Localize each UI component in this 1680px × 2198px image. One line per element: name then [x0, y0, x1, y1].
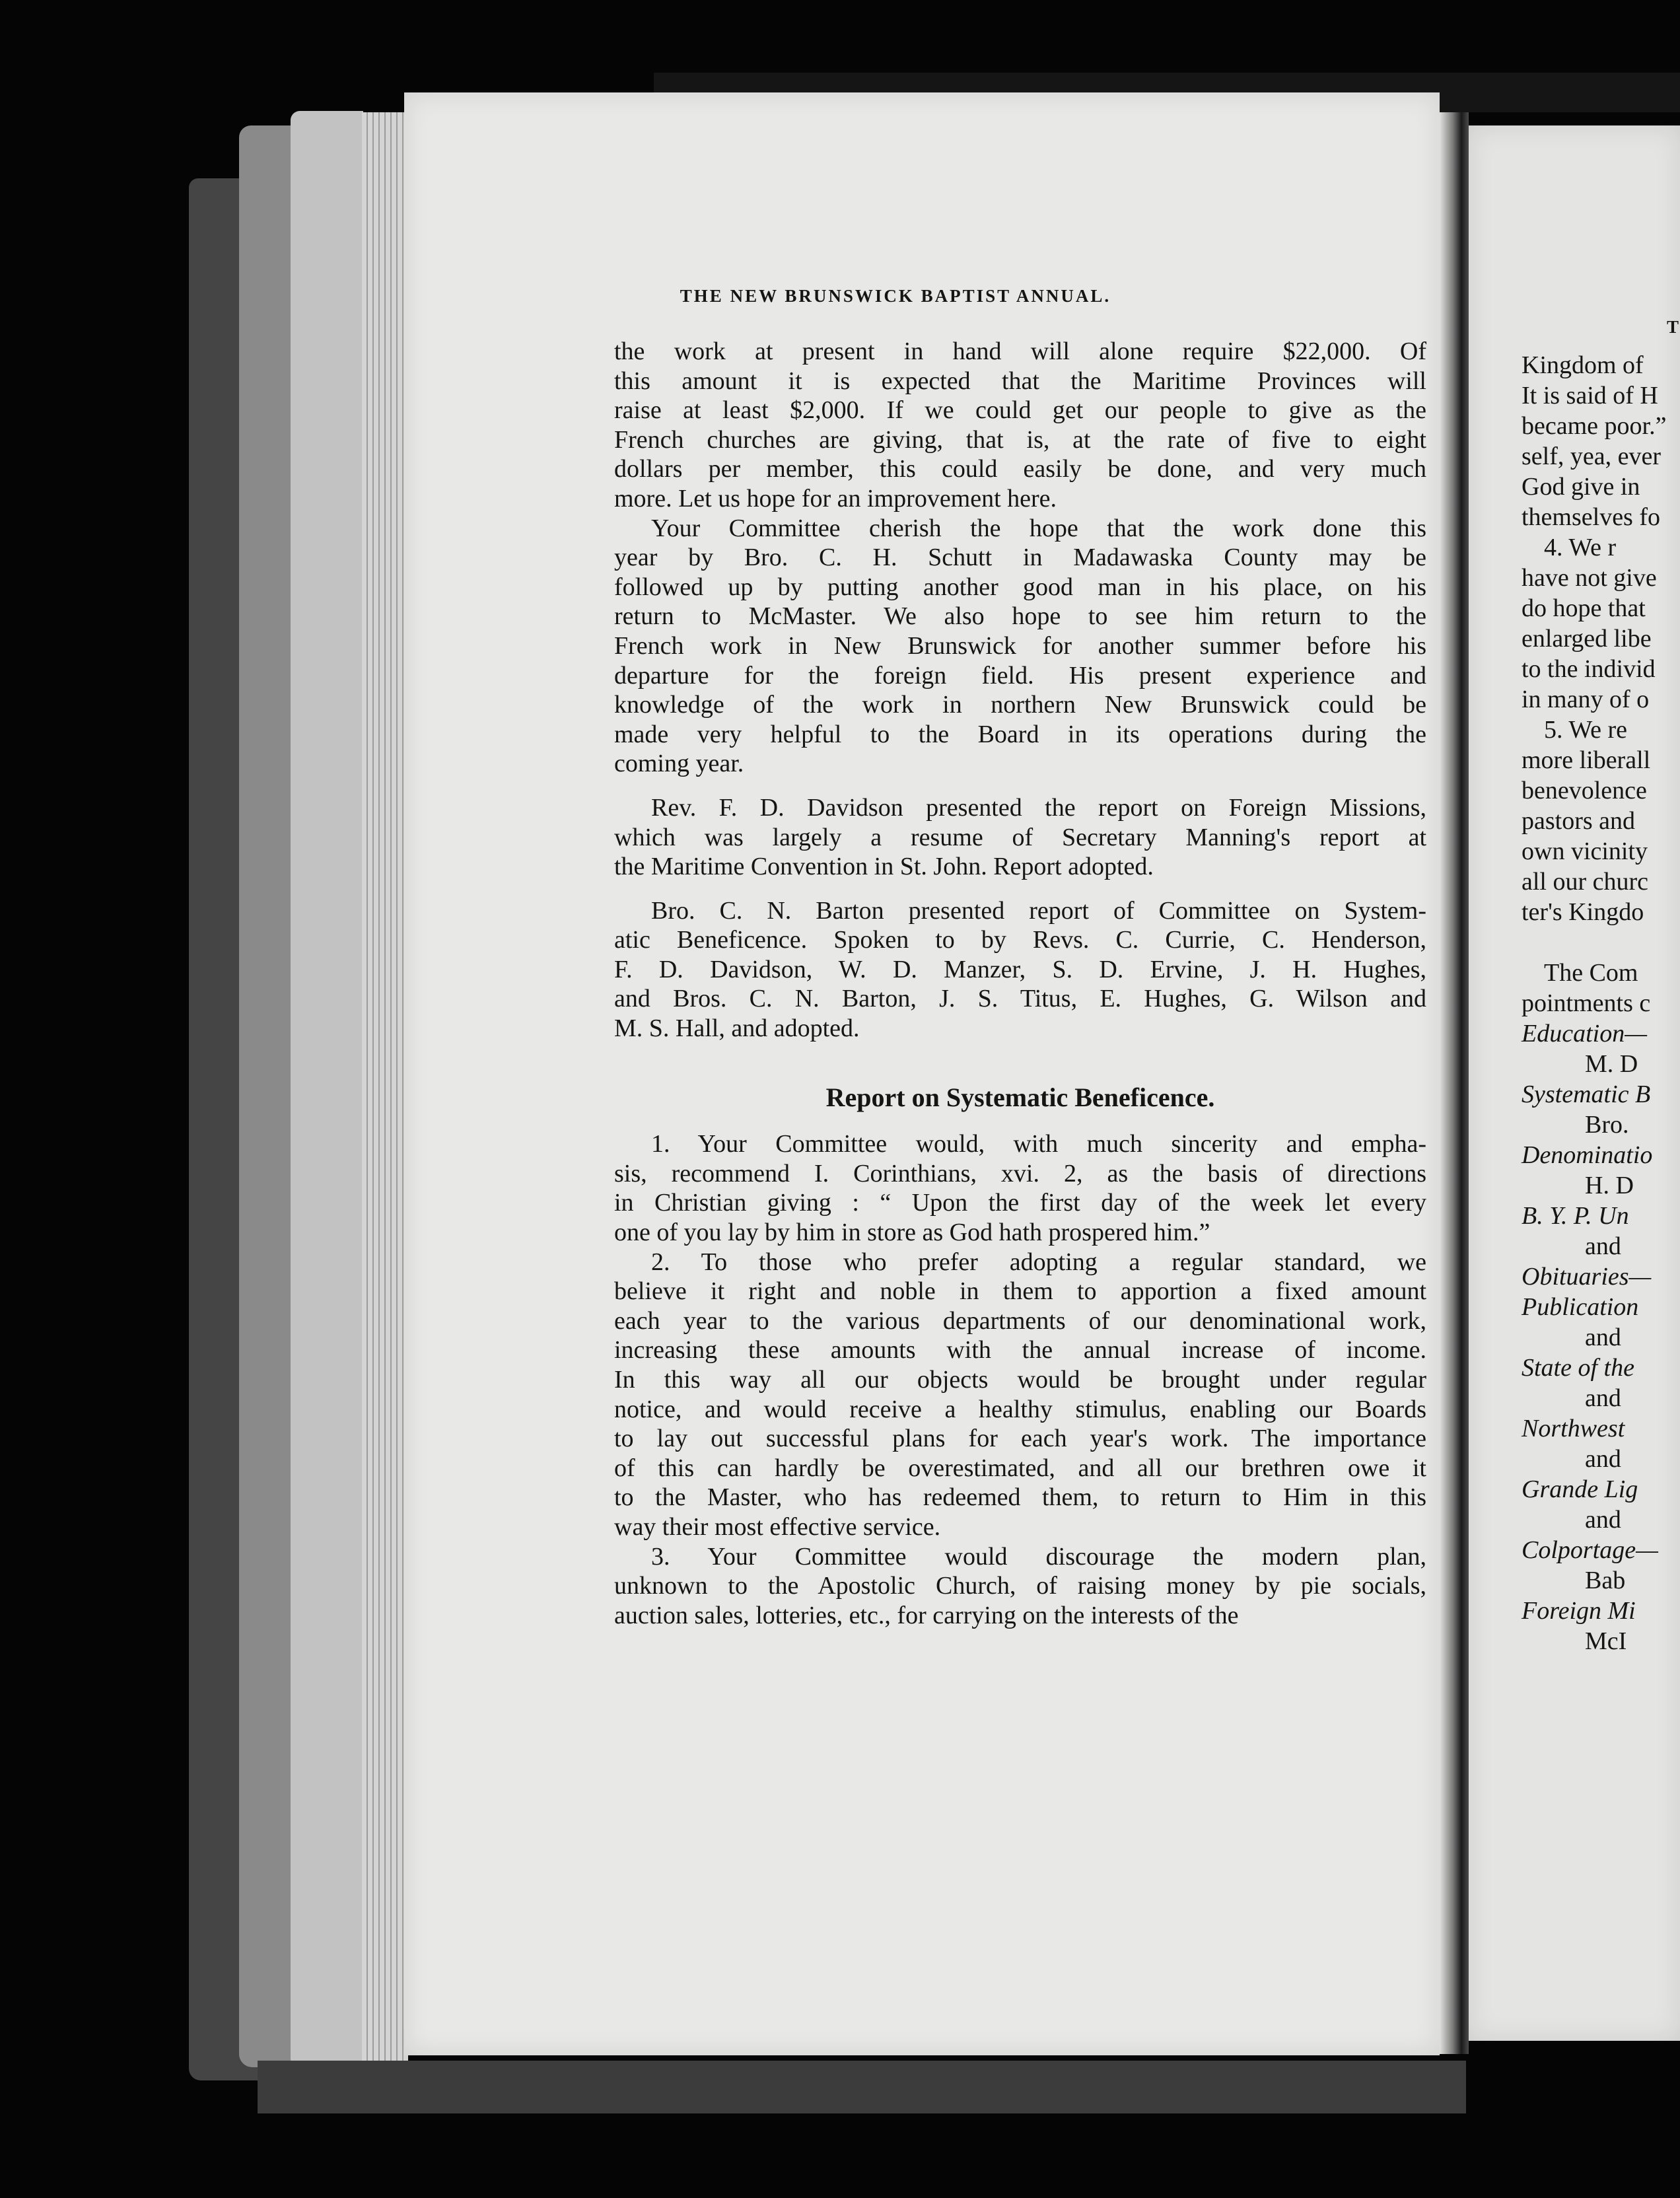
paragraph [614, 1248, 1426, 1542]
paragraph [614, 337, 1426, 514]
text-line: Kingdom of [1522, 351, 1644, 379]
text-line: year by Bro. C. H. Schutt in Madawaska County may be [614, 544, 1426, 572]
text-line: and [1585, 1445, 1621, 1473]
text-line: increasing these amounts with the annual increase of income. [614, 1336, 1426, 1365]
appointment-heading: Foreign Mi [1522, 1597, 1636, 1625]
left-page-text [614, 337, 1426, 1630]
text-line: and Bros. C. N. Barton, J. S. Titus, E. Hughes, G. Wilson and [614, 985, 1426, 1013]
text-line: It is said of H [1522, 382, 1658, 409]
text-line: Bab [1585, 1567, 1626, 1594]
text-line: 1. Your Committee would, with much sincerity and empha- [651, 1130, 1426, 1158]
text-line: departure for the foreign field. His present experience and [614, 661, 1426, 690]
text-line: and [1585, 1384, 1621, 1412]
text-line: knowledge of the work in northern New Brunswick could be [614, 691, 1426, 719]
running-head: THE NEW BRUNSWICK BAPTIST ANNUAL. [680, 286, 1111, 306]
text-line: this amount it is expected that the Maritime Provinces will [614, 367, 1426, 395]
book-page-stack-edge [291, 111, 363, 2069]
text-line: followed up by putting another good man in his place, on his [614, 573, 1426, 601]
text-line: pointments c [1522, 989, 1651, 1017]
book-gutter [1440, 112, 1469, 2054]
text-line: unknown to the Apostolic Church, of raising money by pie socials, [614, 1572, 1426, 1600]
appointment-heading: Obituaries— [1522, 1263, 1652, 1291]
appointment-heading: Grande Lig [1522, 1475, 1638, 1503]
appointment-heading: Education— [1522, 1020, 1647, 1047]
text-line [1522, 927, 1680, 958]
text-line: which was largely a resume of Secretary Manning's report at [614, 823, 1426, 851]
text-line: M. D [1585, 1050, 1638, 1078]
text-line: and [1585, 1324, 1621, 1351]
text-line: became poor.” [1522, 412, 1667, 440]
text-line: and [1585, 1232, 1621, 1260]
text-line: do hope that [1522, 594, 1646, 622]
page-fore-edge [362, 112, 408, 2061]
text-line: enlarged libe [1522, 625, 1652, 653]
text-line: own vicinity [1522, 837, 1648, 865]
text-line: themselves fo [1522, 503, 1661, 531]
section-heading: Report on Systematic Beneficence. [825, 1082, 1215, 1112]
text-line: each year to the various departments of our denominational work, [614, 1306, 1426, 1335]
appointment-heading: Publication [1522, 1293, 1639, 1321]
appointment-heading: Northwest [1522, 1415, 1625, 1442]
text-line: H. D [1585, 1172, 1634, 1199]
text-line: the work at present in hand will alone require $22,000. Of [614, 337, 1426, 365]
right-running-head: T [1667, 317, 1679, 337]
right-page [1469, 125, 1680, 2041]
text-line: return to McMaster. We also hope to see him return to the [614, 602, 1426, 631]
text-line: The Com [1544, 959, 1638, 987]
text-line: benevolence [1522, 777, 1647, 804]
text-line: all our churc [1522, 868, 1649, 896]
text-line: 3. Your Committee would discourage the modern plan, [651, 1542, 1426, 1571]
paragraph [614, 1129, 1426, 1247]
text-line: to the individ [1522, 655, 1656, 683]
text-line: God give in [1522, 473, 1640, 501]
text-line: sis, recommend I. Corinthians, xvi. 2, as the basis of directions [614, 1159, 1426, 1188]
text-line: coming year. [614, 750, 744, 778]
text-line: M. S. Hall, and adopted. [614, 1014, 860, 1043]
text-line: 5. We re [1544, 716, 1628, 744]
text-line: Rev. F. D. Davidson presented the report on Foreign Missions, [651, 793, 1426, 822]
text-line: dollars per member, this could easily be done, and very much [614, 455, 1426, 483]
text-line: to lay out successful plans for each year's work. The importance [614, 1425, 1426, 1453]
paragraph [614, 514, 1426, 779]
text-line: to the Master, who has redeemed them, to return to Him in this [614, 1483, 1426, 1512]
paragraph [614, 1542, 1426, 1631]
text-line: and [1585, 1506, 1621, 1534]
text-line: the Maritime Convention in St. John. Report adopted. [614, 853, 1154, 881]
right-page-text [1522, 350, 1680, 1656]
text-line: ter's Kingdo [1522, 898, 1644, 926]
text-line: French churches are giving, that is, at the rate of five to eight [614, 425, 1426, 454]
text-line: one of you lay by him in store as God hath prospered him.” [614, 1219, 1210, 1247]
text-line: F. D. Davidson, W. D. Manzer, S. D. Ervine, J. H. Hughes, [614, 955, 1426, 983]
text-line: Bro. C. N. Barton presented report of Committee on System- [651, 896, 1426, 925]
text-line: 2. To those who prefer adopting a regular standard, we [651, 1248, 1426, 1276]
text-line: believe it right and noble in them to apportion a fixed amount [614, 1277, 1426, 1306]
text-line: raise at least $2,000. If we could get our people to give as the [614, 396, 1426, 425]
book-bottom-edge [258, 2061, 1466, 2113]
text-line: in many of o [1522, 686, 1650, 713]
text-line: of this can hardly be overestimated, and all our brethren owe it [614, 1454, 1426, 1482]
text-line: atic Beneficence. Spoken to by Revs. C. Currie, C. Henderson, [614, 926, 1426, 954]
appointment-heading: B. Y. P. Un [1522, 1202, 1629, 1230]
text-line: more. Let us hope for an improvement here. [614, 484, 1057, 513]
appointment-heading: Colportage— [1522, 1536, 1658, 1564]
text-line: auction sales, lotteries, etc., for carrying on the interests of the [614, 1601, 1239, 1629]
text-line: In this way all our objects would be brought under regular [614, 1366, 1426, 1394]
paragraph [614, 793, 1426, 882]
text-line: made very helpful to the Board in its operations during the [614, 720, 1426, 748]
text-line: way their most effective service. [614, 1512, 941, 1541]
text-line: Bro. [1585, 1111, 1629, 1139]
text-line: self, yea, ever [1522, 443, 1661, 470]
appointment-heading: Denominatio [1522, 1141, 1653, 1169]
paragraph [614, 896, 1426, 1044]
text-line: Your Committee cherish the hope that the work done this [651, 514, 1426, 542]
text-line: French work in New Brunswick for another summer before his [614, 631, 1426, 660]
text-line: 4. We r [1544, 534, 1617, 561]
text-line: in Christian giving : “ Upon the first day of the week let every [614, 1189, 1426, 1217]
appointment-heading: Systematic B [1522, 1081, 1651, 1108]
left-page [404, 92, 1440, 2055]
text-line: notice, and would receive a healthy stimulus, enabling our Boards [614, 1395, 1426, 1423]
text-line: pastors and [1522, 807, 1636, 835]
text-line: have not give [1522, 564, 1657, 592]
text-line: McI [1585, 1627, 1627, 1655]
appointment-heading: State of the [1522, 1354, 1634, 1382]
text-line: more liberall [1522, 746, 1651, 774]
